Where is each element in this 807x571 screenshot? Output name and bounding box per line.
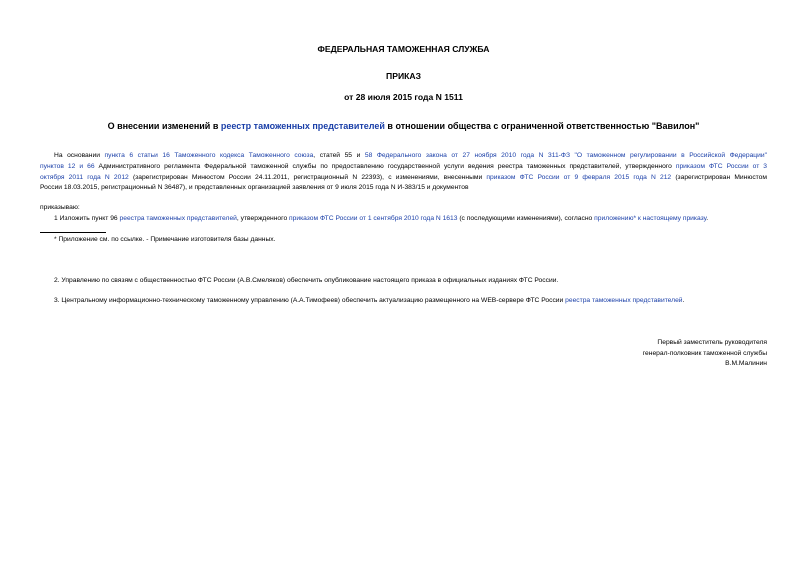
preamble-line-1 [54,152,767,160]
agency-name: ФЕДЕРАЛЬНАЯ ТАМОЖЕННАЯ СЛУЖБА [317,44,490,54]
item1-approved: , утвержденного [236,215,290,222]
signature-position-2: генерал-полковник таможенной службы [642,350,767,357]
preamble-articles: , статей 55 и [313,152,365,159]
title-pre: О внесении изменений в [107,121,221,131]
order-item-3 [54,297,684,305]
title-post: в отношении общества с ограниченной ответственностью "Вавилон" [384,121,700,131]
footnote-divider [40,232,106,233]
order-2012-link-part2[interactable]: октября 2011 года N 2012 [40,174,129,181]
order-1613-link[interactable]: приказом ФТС России от 1 сентября 2010 года N 1613 [289,215,458,222]
document-date-number: от 28 июля 2015 года N 1511 [344,92,463,102]
preamble-registered: (зарегистрирован Минюстом [671,174,767,181]
appendix-link[interactable]: приложению* к настоящему приказу [594,215,707,222]
item3-pre: 3. Центральному информационно-техническому таможенному управлению (А.А.Тимофеев) обеспечить актуализацию размещенного на WEB-сервере ФТС России [54,297,566,304]
order-2012-link-part1[interactable]: приказом ФТС России от 3 [675,163,767,170]
signature-name: В.М.Малинин [725,360,767,367]
order-212-link[interactable]: приказом ФТС России от 9 февраля 2015 года N 212 [486,174,672,181]
preamble-line-3 [40,174,767,182]
item1-period: . [706,215,709,222]
order-item-1 [54,215,708,223]
federal-law-link[interactable]: 58 Федерального закона от 27 ноября 2010 года N 311-ФЗ "О таможенном регулировании в Российской Федерации" [364,152,767,159]
regulation-points-link[interactable]: пунктов 12 и 66 [40,163,95,170]
signature-position-1: Первый заместитель руководителя [657,339,767,346]
item1-according: (с последующими изменениями), согласно [457,215,595,222]
item1-registry-link[interactable]: реестра таможенных представителей [119,215,237,222]
preamble-line-4: России 18.03.2015, регистрационный N 36487), и представленных организацией заявления от 9 июля 2015 года N И-383/15 и документов [40,184,469,191]
preamble-line-2 [40,163,767,171]
item3-registry-link[interactable]: реестра таможенных представителей [565,297,683,304]
preamble-registration: (зарегистрирован Минюстом России 24.11.2011, регистрационный N 22393), с изменениями, внесенными [128,174,487,181]
preamble-on-basis: На основании [54,152,105,159]
footnote: * Приложение см. по ссылке. - Примечание изготовителя базы данных. [54,236,276,243]
item3-period: . [682,297,685,304]
tk-ts-link[interactable]: пункта 6 статьи 16 Таможенного кодекса Таможенного союза [104,152,314,159]
item1-pre: 1 Изложить пункт 96 [54,215,120,222]
order-prikazyvayu: приказываю: [40,204,80,211]
title-registry-link[interactable]: реестр таможенных представителей [220,121,385,131]
order-item-2: 2. Управлению по связям с общественностью ФТС России (А.В.Смеляков) обеспечить опубликование настоящего приказа в официальных изданиях ФТС России. [54,277,559,284]
document-type: ПРИКАЗ [386,71,421,81]
preamble-regulation: Административного регламента Федеральной таможенной службы по предоставлению государственной услуги ведения реестра таможенных представителей, утвержденного [94,163,676,170]
document-title [0,121,807,131]
